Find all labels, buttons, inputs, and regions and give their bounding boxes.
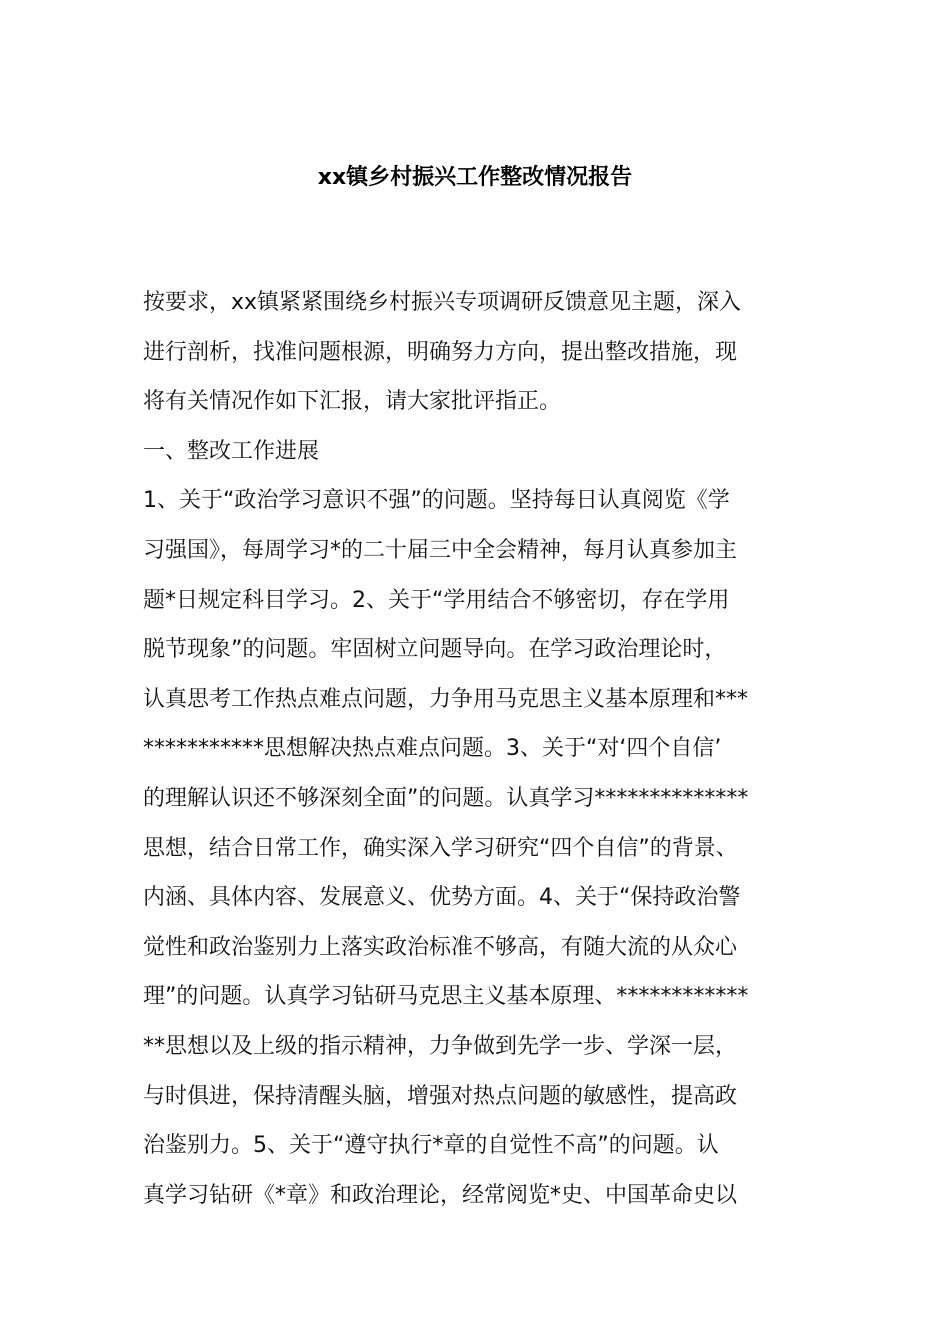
body-line: 理”的问题。认真学习钻研马克思主义基本原理、************ (143, 984, 749, 1010)
body-line: 认真思考工作热点难点问题，力争用马克思主义基本原理和*** (143, 686, 749, 712)
body-line: 觉性和政治鉴别力上落实政治标准不够高，有随大流的从众心 (143, 934, 738, 960)
body-line: 将有关情况作如下汇报，请大家批评指正。 (143, 389, 562, 415)
body-line: 与时俱进，保持清醒头脑，增强对热点问题的敏感性，提高政 (143, 1083, 738, 1109)
section-heading: 一、整改工作进展 (143, 438, 320, 464)
body-line: 习强国》，每周学习*的二十届三中全会精神，每月认真参加主 (143, 537, 738, 563)
document-title: xx镇乡村振兴工作整改情况报告 (317, 165, 633, 190)
body-line: 的理解认识还不够深刻全面”的问题。认真学习************** (143, 785, 749, 811)
body-line: 进行剖析，找准问题根源，明确努力方向，提出整改措施，现 (143, 339, 738, 365)
body-line: **思想以及上级的指示精神，力争做到先学一步、学深一层， (143, 1033, 738, 1059)
body-line: 1、关于“政治学习意识不强”的问题。坚持每日认真阅览《学 (143, 488, 730, 514)
body-line: ***********思想解决热点难点问题。3、关于“对‘四个自信’ (143, 736, 722, 762)
body-line: 脱节现象”的问题。牢固树立问题导向。在学习政治理论时， (143, 637, 727, 663)
document-body (143, 278, 823, 1220)
body-line: 真学习钻研《*章》和政治理论，经常阅览*史、中国革命史以 (143, 1182, 738, 1208)
body-line: 内涵、具体内容、发展意义、优势方面。4、关于“保持政治警 (143, 885, 741, 911)
body-line: 治鉴别力。5、关于“遵守执行*章的自觉性不高”的问题。认 (143, 1133, 719, 1159)
body-line: 思想，结合日常工作，确实深入学习研究“四个自信”的背景、 (143, 835, 738, 861)
body-line: 按要求，xx镇紧紧围绕乡村振兴专项调研反馈意见主题，深入 (143, 290, 742, 315)
body-line: 题*日规定科目学习。2、关于“学用结合不够密切，存在学用 (143, 587, 730, 613)
